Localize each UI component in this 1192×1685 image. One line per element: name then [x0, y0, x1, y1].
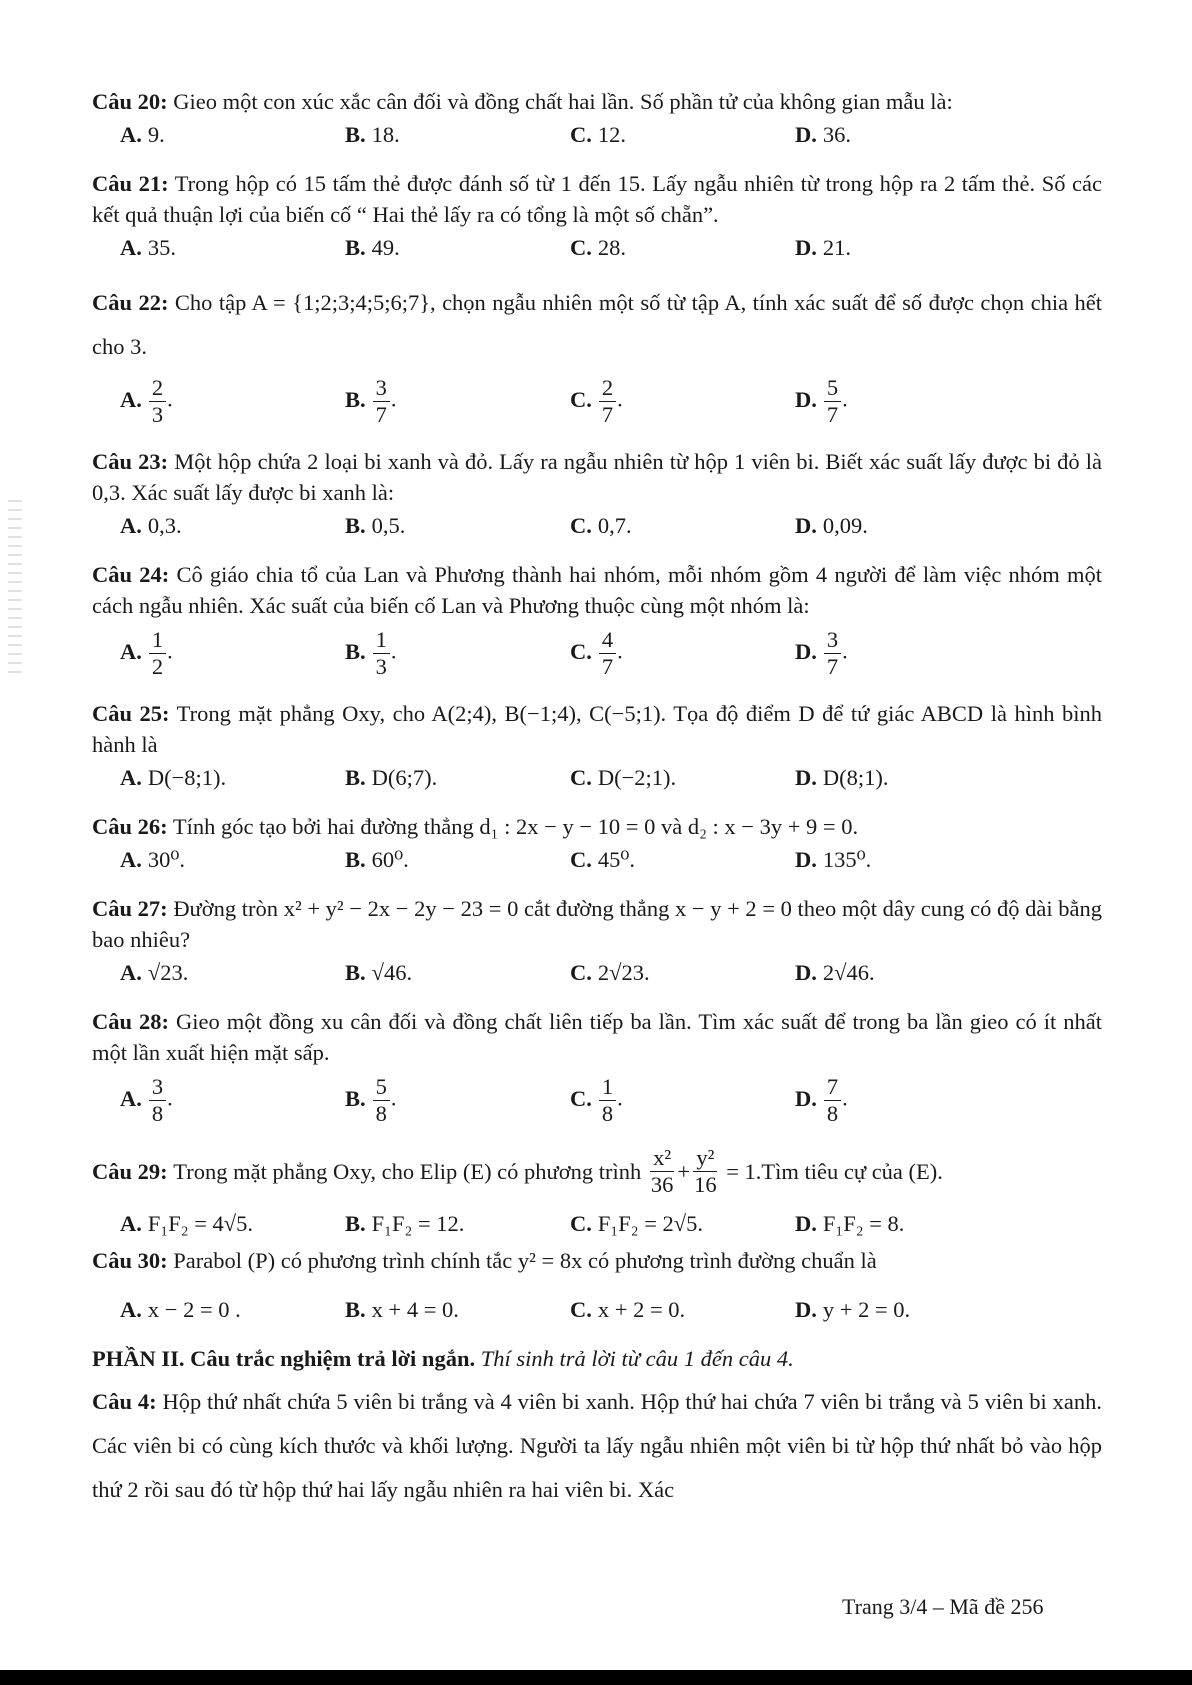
option-a[interactable]: A. D(−8;1).: [120, 765, 227, 790]
option-a[interactable]: A. $\frac{3}{8}$ .: [120, 1074, 173, 1126]
option-c[interactable]: C. x + 2 = 0.: [570, 1297, 686, 1322]
option-c[interactable]: C. 0,7.: [570, 513, 632, 538]
question-label: Câu 25:: [92, 701, 170, 726]
option-c[interactable]: C. 12.: [570, 122, 626, 147]
option-b[interactable]: B. $\frac{5}{8}$ .: [345, 1074, 397, 1126]
answer-options: [92, 1294, 1102, 1325]
question-stem: Trong mặt phẳng Oxy, cho A(2;4), B(−1;4), C(−5;1). Tọa độ điểm D để tứ giác ABCD là hình bình hành là: [92, 701, 1102, 757]
question-stem: Cô giáo chia tổ của Lan và Phương thành hai nhóm, mỗi nhóm gồm 4 người để làm việc nhóm một cách ngẫu nhiên. Xác suất của biến cố Lan và Phương thuộc cùng một nhóm là:: [92, 562, 1102, 618]
multiple-choice-questions: [92, 86, 1102, 1127]
question-label: Câu 4:: [92, 1389, 157, 1414]
fraction: $\frac{5}{8}$: [373, 1074, 390, 1127]
scan-bottom-edge: [0, 1670, 1192, 1685]
option-b[interactable]: B. x + 4 = 0.: [345, 1297, 459, 1322]
question-stem-end: = 1.Tìm tiêu cự của (E).: [726, 1159, 943, 1184]
option-c[interactable]: C. $\frac{4}{7}$ .: [570, 627, 623, 679]
option-b[interactable]: B. 60⁰.: [345, 847, 409, 872]
question-26: [92, 811, 1102, 875]
fraction: $\frac{3}{7}$: [373, 375, 390, 428]
option-d[interactable]: D. D(8;1).: [795, 765, 889, 790]
question-stem: Tính góc tạo bởi hai đường thẳng d₁ : 2x − y − 10 = 0 và d₂ : x − 3y + 9 = 0.: [172, 814, 859, 839]
fraction: $\frac{2}{3}$: [149, 375, 166, 428]
fraction: $\frac{1}{3}$: [373, 627, 390, 680]
question-21: [92, 168, 1102, 263]
question-4: [92, 1380, 1102, 1512]
answer-options: [92, 627, 1102, 680]
option-a[interactable]: A. √23.: [120, 960, 189, 985]
question-20: [92, 86, 1102, 150]
option-d[interactable]: D. 0,09.: [795, 513, 868, 538]
option-b[interactable]: B. D(6;7).: [345, 765, 438, 790]
option-a[interactable]: A. x − 2 = 0 .: [120, 1297, 241, 1322]
fraction: $\frac{4}{7}$: [599, 627, 616, 680]
option-a[interactable]: A. F₁F₂ = 4√5.: [120, 1211, 254, 1236]
part2-note: Thí sinh trả lời từ câu 1 đến câu 4.: [480, 1346, 794, 1371]
option-a[interactable]: A. 35.: [120, 235, 176, 260]
question-30: [92, 1245, 1102, 1325]
option-d[interactable]: D. $\frac{5}{7}$ .: [795, 375, 848, 427]
question-stem: Hộp thứ nhất chứa 5 viên bi trắng và 4 viên bi xanh. Hộp thứ hai chứa 7 viên bi trắng và 5 viên bi xanh. Các viên bi có cùng kích thước và khối lượng. Người ta lấy ngẫu nhiên một viên bi từ hộp thứ nhất bỏ vào hộp thứ 2 rồi sau đó từ hộp thứ hai lấy ngẫu nhiên ra hai viên bi. Xác: [92, 1389, 1102, 1502]
fraction: $\frac{7}{8}$: [824, 1074, 841, 1127]
option-c[interactable]: C. 28.: [570, 235, 626, 260]
answer-options: [92, 1074, 1102, 1127]
answer-options: [92, 762, 1102, 793]
option-d[interactable]: D. $\frac{3}{7}$ .: [795, 627, 848, 679]
question-label: Câu 24:: [92, 562, 170, 587]
option-d[interactable]: D. 135⁰.: [795, 847, 872, 872]
page-footer: Trang 3/4 – Mã đề 256: [842, 1594, 1044, 1619]
option-c[interactable]: C. 45⁰.: [570, 847, 636, 872]
option-b[interactable]: B. 0,5.: [345, 513, 406, 538]
question-label: Câu 22:: [92, 290, 169, 315]
part2-title: PHẦN II. Câu trắc nghiệm trả lời ngắn.: [92, 1346, 476, 1371]
question-28: [92, 1006, 1102, 1127]
fraction-x2-36: $\frac{\text{x²}}{36}$: [650, 1145, 674, 1197]
option-b[interactable]: B. F₁F₂ = 12.: [345, 1211, 465, 1236]
option-b[interactable]: B. √46.: [345, 960, 413, 985]
fraction: $\frac{3}{8}$: [149, 1074, 166, 1127]
question-25: [92, 698, 1102, 793]
option-a[interactable]: A. 0,3.: [120, 513, 182, 538]
option-a[interactable]: A. $\frac{2}{3}$ .: [120, 375, 173, 427]
question-label: Câu 21:: [92, 171, 169, 196]
option-c[interactable]: C. F₁F₂ = 2√5.: [570, 1211, 704, 1236]
fraction-y2-16: $\frac{\text{y²}}{16}$: [694, 1145, 717, 1197]
option-c[interactable]: C. D(−2;1).: [570, 765, 677, 790]
fraction: $\frac{2}{7}$: [599, 375, 616, 428]
answer-options: [92, 844, 1102, 875]
question-29: Câu 29: Trong mặt phẳng Oxy, cho Elip (E) có phương trình $\frac{\text{x²}}{36}$ + $\frac{\text{y²}}{16}$ = 1.Tìm tiêu cự của (E). A. F₁F₂ = 4√5. B. F₁F₂ = 12. C. F₁F₂ = 2√5. D. F₁F₂ = 8.: [92, 1145, 1102, 1239]
option-c[interactable]: C. $\frac{1}{8}$ .: [570, 1074, 623, 1126]
option-d[interactable]: D. F₁F₂ = 8.: [795, 1211, 905, 1236]
option-b[interactable]: B. 18.: [345, 122, 400, 147]
answer-options: [92, 375, 1102, 428]
question-stem: Trong mặt phẳng Oxy, cho Elip (E) có phương trình: [173, 1159, 642, 1184]
fraction: $\frac{1}{2}$: [149, 627, 166, 680]
question-23: [92, 446, 1102, 541]
answer-options: [92, 957, 1102, 988]
question-label: Câu 30:: [92, 1248, 168, 1273]
question-label: Câu 26:: [92, 814, 168, 839]
question-stem: Gieo một con xúc xắc cân đối và đồng chất hai lần. Số phần tử của không gian mẫu là:: [173, 89, 953, 114]
question-label: Câu 23:: [92, 449, 169, 474]
fraction: $\frac{5}{7}$: [824, 375, 841, 428]
option-b[interactable]: B. 49.: [345, 235, 400, 260]
answer-options: [92, 119, 1102, 150]
question-stem: Gieo một đồng xu cân đối và đồng chất liên tiếp ba lần. Tìm xác suất để trong ba lần gieo có ít nhất một lần xuất hiện mặt sấp.: [92, 1009, 1102, 1065]
option-a[interactable]: A. $\frac{1}{2}$ .: [120, 627, 173, 679]
option-d[interactable]: D. 21.: [795, 235, 851, 260]
question-27: [92, 893, 1102, 988]
question-label: Câu 28:: [92, 1009, 170, 1034]
question-22: [92, 281, 1102, 428]
scan-margin-marks: [8, 500, 22, 680]
option-a[interactable]: A. 30⁰.: [120, 847, 186, 872]
option-b[interactable]: B. $\frac{3}{7}$ .: [345, 375, 397, 427]
question-label: Câu 20:: [92, 89, 168, 114]
option-a[interactable]: A. 9.: [120, 122, 165, 147]
question-label: Câu 27:: [92, 896, 168, 921]
answer-options: [92, 1208, 1102, 1239]
fraction: $\frac{1}{8}$: [599, 1074, 616, 1127]
fraction: $\frac{3}{7}$: [824, 627, 841, 680]
option-d[interactable]: D. $\frac{7}{8}$ .: [795, 1074, 848, 1126]
option-d[interactable]: D. y + 2 = 0.: [795, 1297, 911, 1322]
answer-options: [92, 510, 1102, 541]
option-c[interactable]: C. 2√23.: [570, 960, 650, 985]
question-label: Câu 29:: [92, 1159, 168, 1184]
part2-heading: [92, 1343, 1102, 1374]
answer-options: [92, 232, 1102, 263]
question-stem: Đường tròn x² + y² − 2x − 2y − 23 = 0 cắt đường thẳng x − y + 2 = 0 theo một dây cung có độ dài bằng bao nhiêu?: [92, 896, 1102, 952]
question-stem: Một hộp chứa 2 loại bi xanh và đỏ. Lấy ra ngẫu nhiên từ hộp 1 viên bi. Biết xác suất lấy được bi đỏ là 0,3. Xác suất lấy được bi xanh là:: [92, 449, 1103, 505]
option-d[interactable]: D. 2√46.: [795, 960, 875, 985]
option-c[interactable]: C. $\frac{2}{7}$ .: [570, 375, 623, 427]
question-stem: Trong hộp có 15 tấm thẻ được đánh số từ 1 đến 15. Lấy ngẫu nhiên từ trong hộp ra 2 tấm thẻ. Số các kết quả thuận lợi của biến cố “ Hai thẻ lấy ra có tổng là một số chẵn”.: [92, 171, 1102, 227]
page-content: [92, 86, 1102, 1512]
option-d[interactable]: D. 36.: [795, 122, 851, 147]
question-stem: Parabol (P) có phương trình chính tắc y² = 8x có phương trình đường chuẩn là: [173, 1248, 877, 1273]
option-b[interactable]: B. $\frac{1}{3}$ .: [345, 627, 397, 679]
question-stem: Cho tập A = {1;2;3;4;5;6;7}, chọn ngẫu nhiên một số từ tập A, tính xác suất để số được chọn chia hết cho 3.: [92, 290, 1102, 359]
question-24: [92, 559, 1102, 680]
